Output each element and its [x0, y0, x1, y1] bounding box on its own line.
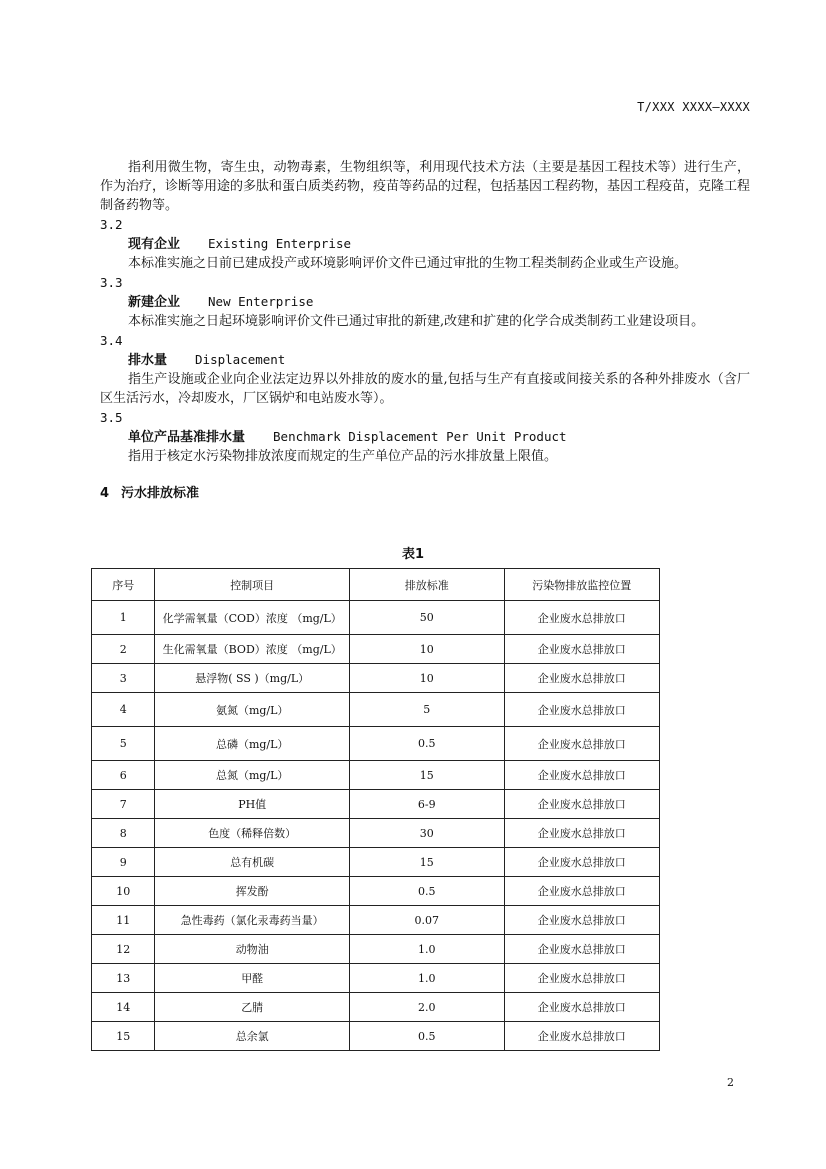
cell-no: 10	[92, 877, 155, 906]
definition-3-5	[100, 408, 750, 466]
table-row	[92, 964, 660, 993]
cell-location: 企业废水总排放口	[504, 693, 659, 727]
cell-location: 企业废水总排放口	[504, 790, 659, 819]
cell-no: 12	[92, 935, 155, 964]
cell-location: 企业废水总排放口	[504, 664, 659, 693]
cell-no: 1	[92, 601, 155, 635]
cell-standard: 0.07	[349, 906, 504, 935]
cell-no: 5	[92, 727, 155, 761]
header-standard: 排放标准	[349, 569, 504, 601]
cell-location: 企业废水总排放口	[504, 1022, 659, 1051]
cell-item: 总氮（mg/L）	[155, 761, 349, 790]
table-row	[92, 727, 660, 761]
cell-location: 企业废水总排放口	[504, 635, 659, 664]
cell-standard: 1.0	[349, 935, 504, 964]
clause-number: 3.3	[100, 275, 123, 290]
cell-item: 总有机碳	[155, 848, 349, 877]
cell-no: 4	[92, 693, 155, 727]
cell-location: 企业废水总排放口	[504, 906, 659, 935]
cell-no: 6	[92, 761, 155, 790]
cell-location: 企业废水总排放口	[504, 601, 659, 635]
table-row	[92, 848, 660, 877]
table-row	[92, 935, 660, 964]
term-line	[100, 427, 750, 447]
term-chinese: 排水量	[128, 353, 168, 368]
definition-3-4	[100, 331, 750, 408]
cell-standard: 1.0	[349, 964, 504, 993]
cell-item: 挥发酚	[155, 877, 349, 906]
section-number: 4	[100, 486, 110, 501]
table-row	[92, 664, 660, 693]
cell-no: 9	[92, 848, 155, 877]
table-row	[92, 601, 660, 635]
table-header-row	[92, 569, 660, 601]
term-line	[100, 292, 750, 312]
term-english: Existing Enterprise	[208, 236, 352, 251]
term-chinese: 单位产品基准排水量	[128, 430, 246, 445]
cell-standard: 5	[349, 693, 504, 727]
cell-location: 企业废水总排放口	[504, 877, 659, 906]
cell-item: 氨氮（mg/L）	[155, 693, 349, 727]
clause-number: 3.2	[100, 217, 123, 232]
document-code: T/XXX XXXX—XXXX	[637, 100, 750, 114]
cell-standard: 15	[349, 761, 504, 790]
cell-standard: 0.5	[349, 1022, 504, 1051]
cell-item: 色度（稀释倍数）	[155, 819, 349, 848]
cell-location: 企业废水总排放口	[504, 727, 659, 761]
cell-location: 企业废水总排放口	[504, 993, 659, 1022]
cell-standard: 10	[349, 635, 504, 664]
cell-item: 甲醛	[155, 964, 349, 993]
term-definition: 指生产设施或企业向企业法定边界以外排放的废水的量,包括与生产有直接或间接关系的各种外排废水（含厂区生活污水，冷却废水，厂区锅炉和电站废水等）。	[100, 372, 750, 406]
term-english: New Enterprise	[208, 294, 314, 309]
cell-no: 14	[92, 993, 155, 1022]
cell-no: 15	[92, 1022, 155, 1051]
cell-standard: 10	[349, 664, 504, 693]
header-no: 序号	[92, 569, 155, 601]
cell-standard: 0.5	[349, 877, 504, 906]
cell-no: 7	[92, 790, 155, 819]
definition-3-3	[100, 273, 750, 331]
cell-standard: 50	[349, 601, 504, 635]
cell-item: 总余氯	[155, 1022, 349, 1051]
header-item: 控制项目	[155, 569, 349, 601]
cell-item: 生化需氧量（BOD）浓度 （mg/L）	[155, 635, 349, 664]
cell-standard: 6-9	[349, 790, 504, 819]
header-location: 污染物排放监控位置	[504, 569, 659, 601]
term-definition: 本标准实施之日起环境影响评价文件已通过审批的新建,改建和扩建的化学合成类制药工业建设项目。	[128, 314, 705, 329]
term-line	[100, 234, 750, 254]
table-row	[92, 906, 660, 935]
cell-location: 企业废水总排放口	[504, 964, 659, 993]
cell-location: 企业废水总排放口	[504, 848, 659, 877]
definition-3-2	[100, 215, 750, 273]
table-row	[92, 877, 660, 906]
cell-no: 13	[92, 964, 155, 993]
term-definition: 本标准实施之日前已建成投产或环境影响评价文件已通过审批的生物工程类制药企业或生产设施。	[128, 256, 688, 271]
cell-item: 悬浮物( SS )（mg/L）	[155, 664, 349, 693]
term-english: Displacement	[195, 352, 286, 367]
cell-standard: 0.5	[349, 727, 504, 761]
cell-standard: 15	[349, 848, 504, 877]
cell-item: 动物油	[155, 935, 349, 964]
cell-no: 2	[92, 635, 155, 664]
term-line	[100, 350, 750, 370]
term-definition: 指用于核定水污染物排放浓度而规定的生产单位产品的污水排放量上限值。	[128, 449, 558, 464]
section-heading	[100, 484, 750, 503]
page-number: 2	[727, 1076, 734, 1089]
cell-no: 11	[92, 906, 155, 935]
section-title: 污水排放标准	[121, 486, 200, 501]
cell-item: 总磷（mg/L）	[155, 727, 349, 761]
table-row	[92, 819, 660, 848]
discharge-standard-table	[91, 568, 660, 1051]
clause-number: 3.5	[100, 410, 123, 425]
table-row	[92, 693, 660, 727]
cell-item: 化学需氧量（COD）浓度 （mg/L）	[155, 601, 349, 635]
cell-standard: 2.0	[349, 993, 504, 1022]
clause-number: 3.4	[100, 333, 123, 348]
table-row	[92, 635, 660, 664]
table-row	[92, 761, 660, 790]
table-caption: 表1	[401, 547, 425, 562]
table-row	[92, 993, 660, 1022]
cell-item: 乙腈	[155, 993, 349, 1022]
cell-no: 8	[92, 819, 155, 848]
cell-standard: 30	[349, 819, 504, 848]
cell-item: 急性毒药（氯化汞毒药当量）	[155, 906, 349, 935]
cell-item: PH值	[155, 790, 349, 819]
cell-no: 3	[92, 664, 155, 693]
table-row	[92, 1022, 660, 1051]
term-english: Benchmark Displacement Per Unit Product	[273, 429, 567, 444]
cell-location: 企业废水总排放口	[504, 819, 659, 848]
intro-paragraph: 指利用微生物，寄生虫，动物毒素，生物组织等，利用现代技术方法（主要是基因工程技术等）进行生产，作为治疗，诊断等用途的多肽和蛋白质类药物，疫苗等药品的过程，包括基因工程药物，基因工程疫苗，克隆工程制备药物等。	[100, 160, 751, 213]
cell-location: 企业废水总排放口	[504, 761, 659, 790]
cell-location: 企业废水总排放口	[504, 935, 659, 964]
term-chinese: 新建企业	[128, 295, 181, 310]
document-body	[100, 158, 750, 503]
table-row	[92, 790, 660, 819]
term-chinese: 现有企业	[128, 237, 181, 252]
